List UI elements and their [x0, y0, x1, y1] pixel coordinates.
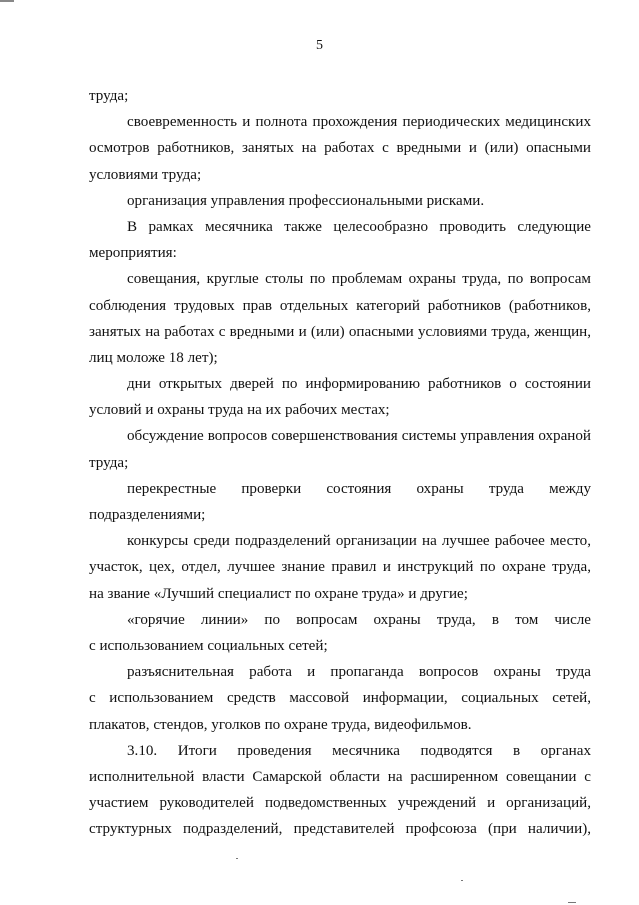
text-line: труда; [89, 454, 129, 471]
scan-speck [568, 902, 576, 903]
text-line: плакатов, стендов, уголков по охране труда, видеофильмов. [89, 716, 472, 733]
text-line: конкурсы среди подразделений организации на лучшее рабочее место, [127, 533, 591, 550]
text-line: с использованием социальных сетей; [89, 637, 328, 654]
text-line: труда; [89, 88, 129, 104]
text-line: обсуждение вопросов совершенствования системы управления охраной [127, 428, 591, 445]
text-line: на звание «Лучший специалист по охране труда» и другие; [89, 585, 468, 602]
body-text [89, 83, 591, 842]
text-line: «горячие линии» по вопросам охраны труда, в том числе [127, 611, 591, 628]
text-line: организация управления профессиональными рисками. [127, 192, 485, 209]
text-line: В рамках месячника также целесообразно проводить следующие [127, 218, 591, 235]
text-line: лиц моложе 18 лет); [89, 349, 218, 366]
text-line: условий и охраны труда на их рабочих местах; [89, 402, 390, 419]
page-number: 5 [316, 38, 323, 53]
scan-speck [461, 880, 463, 881]
text-line: участок, цех, отдел, лучшее знание правил и инструкций по охране труда, [89, 559, 591, 576]
text-line: участием руководителей подведомственных учреждений и организаций, [89, 795, 591, 812]
text-line: разъяснительная работа и пропаганда вопросов охраны труда [127, 664, 591, 681]
text-line: с использованием средств массовой информации, социальных сетей, [89, 690, 591, 707]
text-line: дни открытых дверей по информированию работников о состоянии [127, 376, 591, 393]
text-line: исполнительной власти Самарской области на расширенном совещании с [89, 768, 591, 785]
text-line: структурных подразделений, представителей профсоюза (при наличии), [89, 821, 591, 838]
scan-edge-mark [0, 0, 14, 2]
text-line: своевременность и полнота прохождения периодических медицинских [127, 114, 591, 131]
text-line: осмотров работников, занятых на работах с вредными и (или) опасными [89, 140, 591, 157]
text-line: соблюдения трудовых прав отдельных категорий работников (работников, [89, 297, 591, 314]
text-line: 3.10. Итоги проведения месячника подводятся в органах [127, 742, 591, 759]
text-line: занятых на работах с вредными и (или) опасными условиями труда, женщин, [89, 323, 591, 340]
text-line: условиями труда; [89, 166, 202, 183]
scan-speck [236, 858, 238, 859]
text-line: перекрестные проверки состояния охраны труда между [127, 480, 591, 497]
text-line: мероприятия: [89, 245, 177, 262]
text-line: подразделениями; [89, 507, 206, 523]
text-line: совещания, круглые столы по проблемам охраны труда, по вопросам [127, 271, 591, 288]
